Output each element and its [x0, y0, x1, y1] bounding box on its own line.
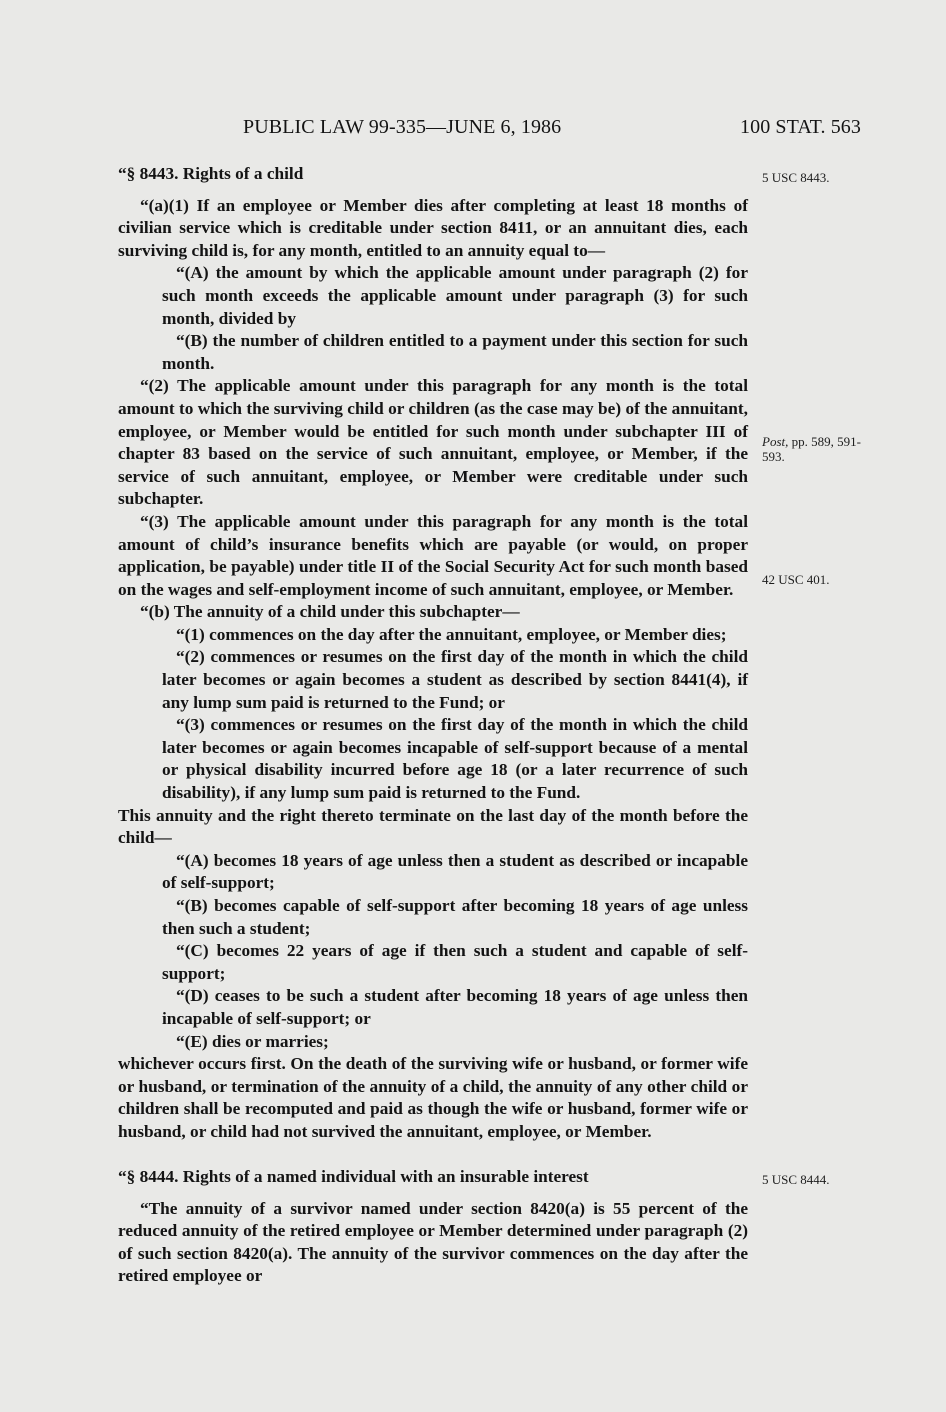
- paragraph-b: “(b) The annuity of a child under this subchapter—: [140, 602, 520, 622]
- paragraph-a3: “(3) The applicable amount under this paragraph for any month is the total amount of child’s insurance benefits which are payable (or would, on proper application, be payable) under title II of the Social Security Act for such month based on the wages and self-employment income of such annuitant, employee, or Member.: [118, 511, 748, 599]
- section-8443: [118, 163, 748, 1144]
- margin-note-post-pages: pp. 589, 591-593.: [762, 434, 861, 464]
- paragraph-a1-A: “(A) the amount by which the applicable amount under paragraph (2) for such month exceeds the applicable amount under paragraph (3) for such month, divided by: [162, 263, 748, 328]
- margin-note-5usc8443: 5 USC 8443.: [762, 170, 830, 185]
- section-heading: “§ 8443. Rights of a child: [118, 164, 304, 183]
- spacer: [118, 1189, 748, 1198]
- margin-note-post-italic: Post,: [762, 434, 789, 449]
- section-8444: [118, 1166, 748, 1288]
- margin-note-5usc8444: 5 USC 8444.: [762, 1172, 830, 1187]
- paragraph-tB: “(B) becomes capable of self-support after becoming 18 years of age unless then such a student;: [162, 896, 748, 938]
- margin-note-42usc401: 42 USC 401.: [762, 572, 830, 587]
- paragraph-b1: “(1) commences on the day after the annuitant, employee, or Member dies;: [176, 624, 727, 644]
- paragraph-tD: “(D) ceases to be such a student after becoming 18 years of age unless then incapable of self-support; or: [162, 986, 748, 1028]
- paragraph-tE: “(E) dies or marries;: [176, 1031, 329, 1051]
- paragraph-tC: “(C) becomes 22 years of age if then such a student and capable of self-support;: [162, 941, 748, 983]
- section-heading: “§ 8444. Rights of a named individual with an insurable interest: [118, 1167, 589, 1186]
- paragraph-a1-B: “(B) the number of children entitled to a payment under this section for such month.: [162, 331, 748, 373]
- paragraph-a1: “(a)(1) If an employee or Member dies after completing at least 18 months of civilian service which is creditable under section 8411, or an annuitant dies, each surviving child is, for any month, entitled to an annuity equal to—: [118, 195, 748, 260]
- paragraph-a2: “(2) The applicable amount under this paragraph for any month is the total amount to which the surviving child or children (as the case may be) of the annuitant, employee, or Member would be entitled for such month under subchapter III of chapter 83 based on the service of such annuitant, employee, or Member, if the service of such annuitant, employee, or Member were creditable under such subchapter.: [118, 376, 748, 509]
- spacer: [118, 186, 748, 195]
- paragraph-8444-body: “The annuity of a survivor named under section 8420(a) is 55 percent of the reduced annuity of the retired employee or Member determined under paragraph (2) of such section 8420(a). The annuity of the survivor commences on the day after the retired employee or: [118, 1198, 748, 1286]
- paragraph-closing: whichever occurs first. On the death of the surviving wife or husband, or former wife or husband, or termination of the annuity of a child, the annuity of any other child or children shall be recomputed and paid as though the wife or husband, former wife or husband, or child had not survived the annuitant, employee, or Member.: [118, 1054, 748, 1141]
- paragraph-tA: “(A) becomes 18 years of age unless then a student as described or incapable of self-support;: [162, 850, 748, 893]
- running-header-title: PUBLIC LAW 99-335—JUNE 6, 1986: [243, 116, 562, 138]
- paragraph-terminate: This annuity and the right thereto terminate on the last day of the month before the child—: [118, 805, 748, 848]
- margin-note-post: [762, 434, 872, 464]
- paragraph-b2: “(2) commences or resumes on the first day of the month in which the child later becomes or again becomes a student as described by section 8441(4), if any lump sum paid is returned to the Fund; or: [162, 647, 748, 712]
- running-header-stat: 100 STAT. 563: [740, 116, 861, 138]
- paragraph-b3: “(3) commences or resumes on the first day of the month in which the child later becomes or again becomes incapable of self-support because of a mental or physical disability incurred before age 18 (or a later recurrence of such disability), if any lump sum paid is returned to the Fund.: [162, 715, 748, 803]
